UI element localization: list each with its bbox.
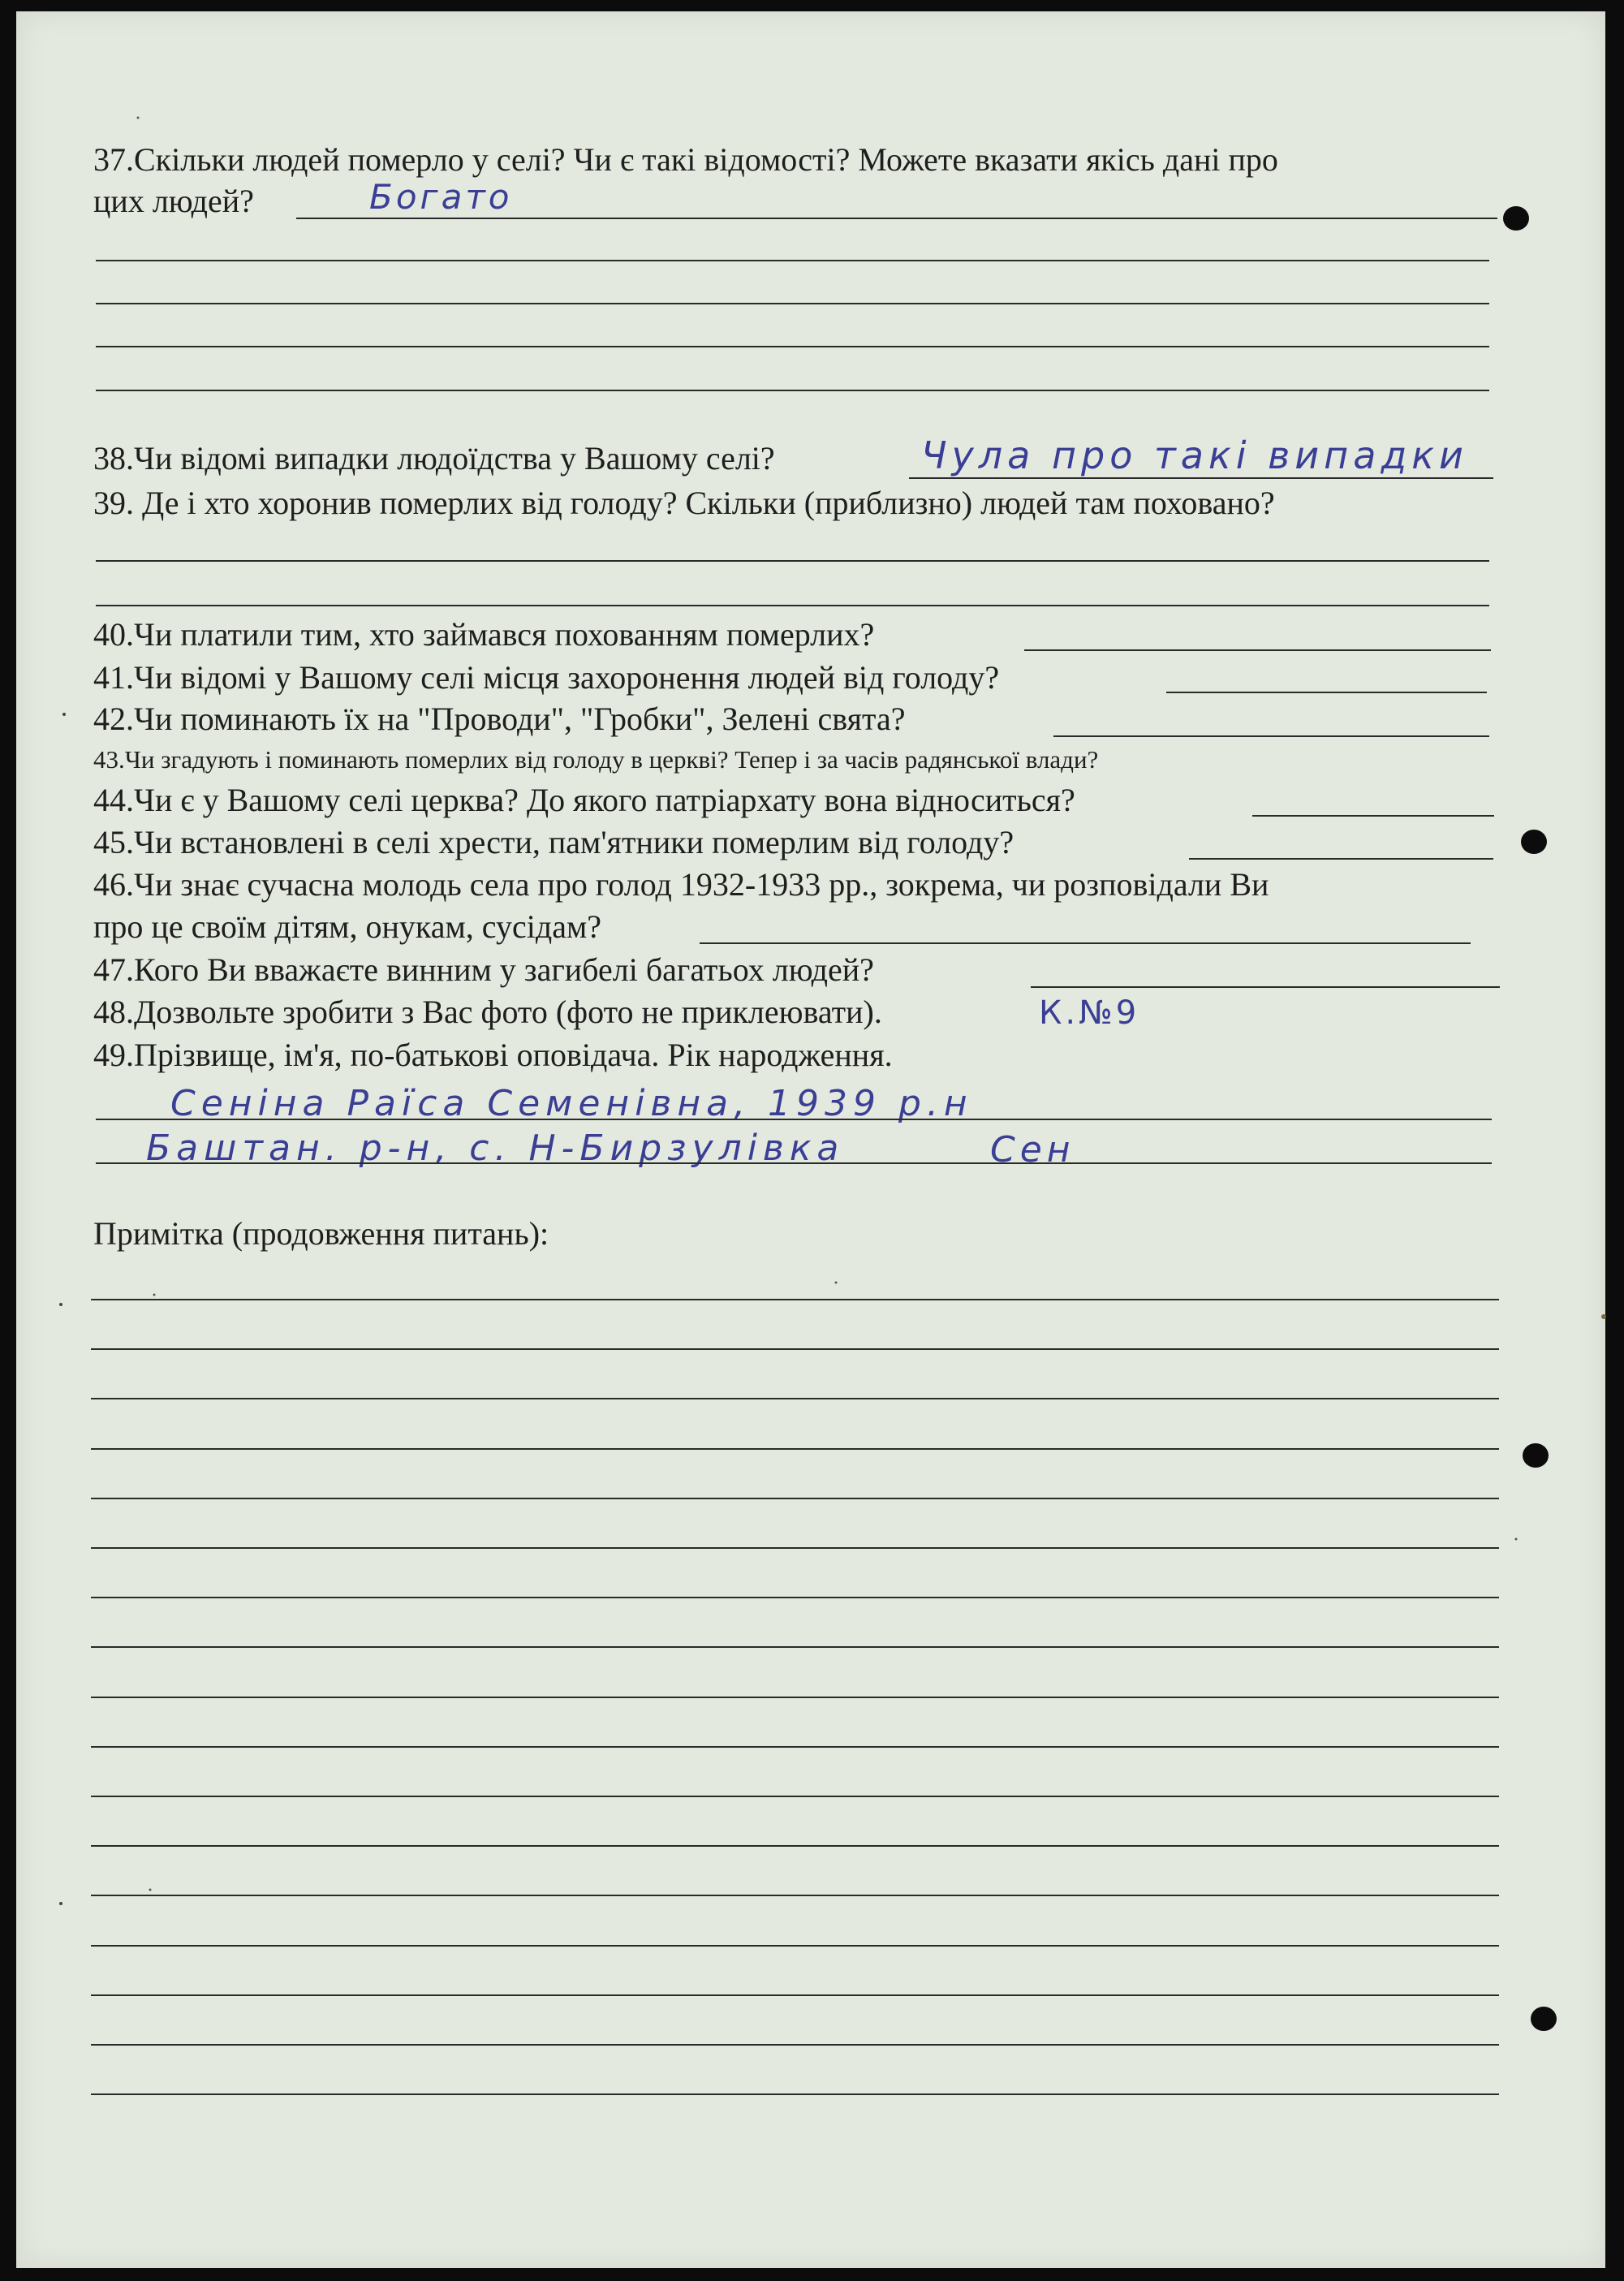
question-44: 44.Чи є у Вашому селі церква? До якого патріархату вона відноситься? (93, 782, 1075, 818)
answer-49-handwritten-signature: Сен (990, 1129, 1075, 1171)
question-46-line1: 46.Чи знає сучасна молодь села про голод 1932-1933 рр., зокрема, чи розповідали Ви (93, 866, 1269, 903)
question-39: 39. Де і хто хоронив померлих від голоду? Скільки (приблизно) людей там поховано? (93, 485, 1275, 521)
question-37-line2: цих людей? (93, 183, 254, 219)
question-48: 48.Дозвольте зробити з Вас фото (фото не приклеювати). (93, 994, 882, 1030)
answer-49-handwritten-line1: Сеніна Раїса Семенівна, 1939 р.н (170, 1083, 973, 1124)
answer-49-handwritten-line2: Баштан. р-н, с. Н-Бирзулівка (146, 1128, 845, 1169)
question-45: 45.Чи встановлені в селі хрести, пам'ятники померлим від голоду? (93, 824, 1014, 860)
answer-37-handwritten: Богато (369, 177, 513, 217)
answer-38-handwritten: Чула про такі випадки (921, 433, 1468, 477)
question-38: 38.Чи відомі випадки людоїдства у Вашому селі? (93, 440, 775, 476)
question-40: 40.Чи платили тим, хто займався похованням померлих? (93, 616, 875, 653)
question-49: 49.Прізвище, ім'я, по-батькові оповідача. Рік народження. (93, 1037, 893, 1073)
question-46-line2: про це своїм дітям, онукам, сусідам? (93, 908, 602, 945)
question-43: 43.Чи згадують і поминають померлих від голоду в церкві? Тепер і за часів радянської влади? (93, 745, 1099, 774)
question-47: 47.Кого Ви вважаєте винним у загибелі багатьох людей? (93, 951, 874, 988)
answer-48-handwritten: К.№9 (1039, 994, 1140, 1032)
question-37-line1: 37.Скільки людей померло у селі? Чи є такі відомості? Можете вказати якісь дані про (93, 141, 1278, 178)
question-41: 41.Чи відомі у Вашому селі місця захоронення людей від голоду? (93, 659, 1000, 696)
question-42: 42.Чи поминають їх на "Проводи", "Гробки", Зелені свята? (93, 701, 906, 737)
note-label: Примітка (продовження питань): (93, 1215, 549, 1252)
